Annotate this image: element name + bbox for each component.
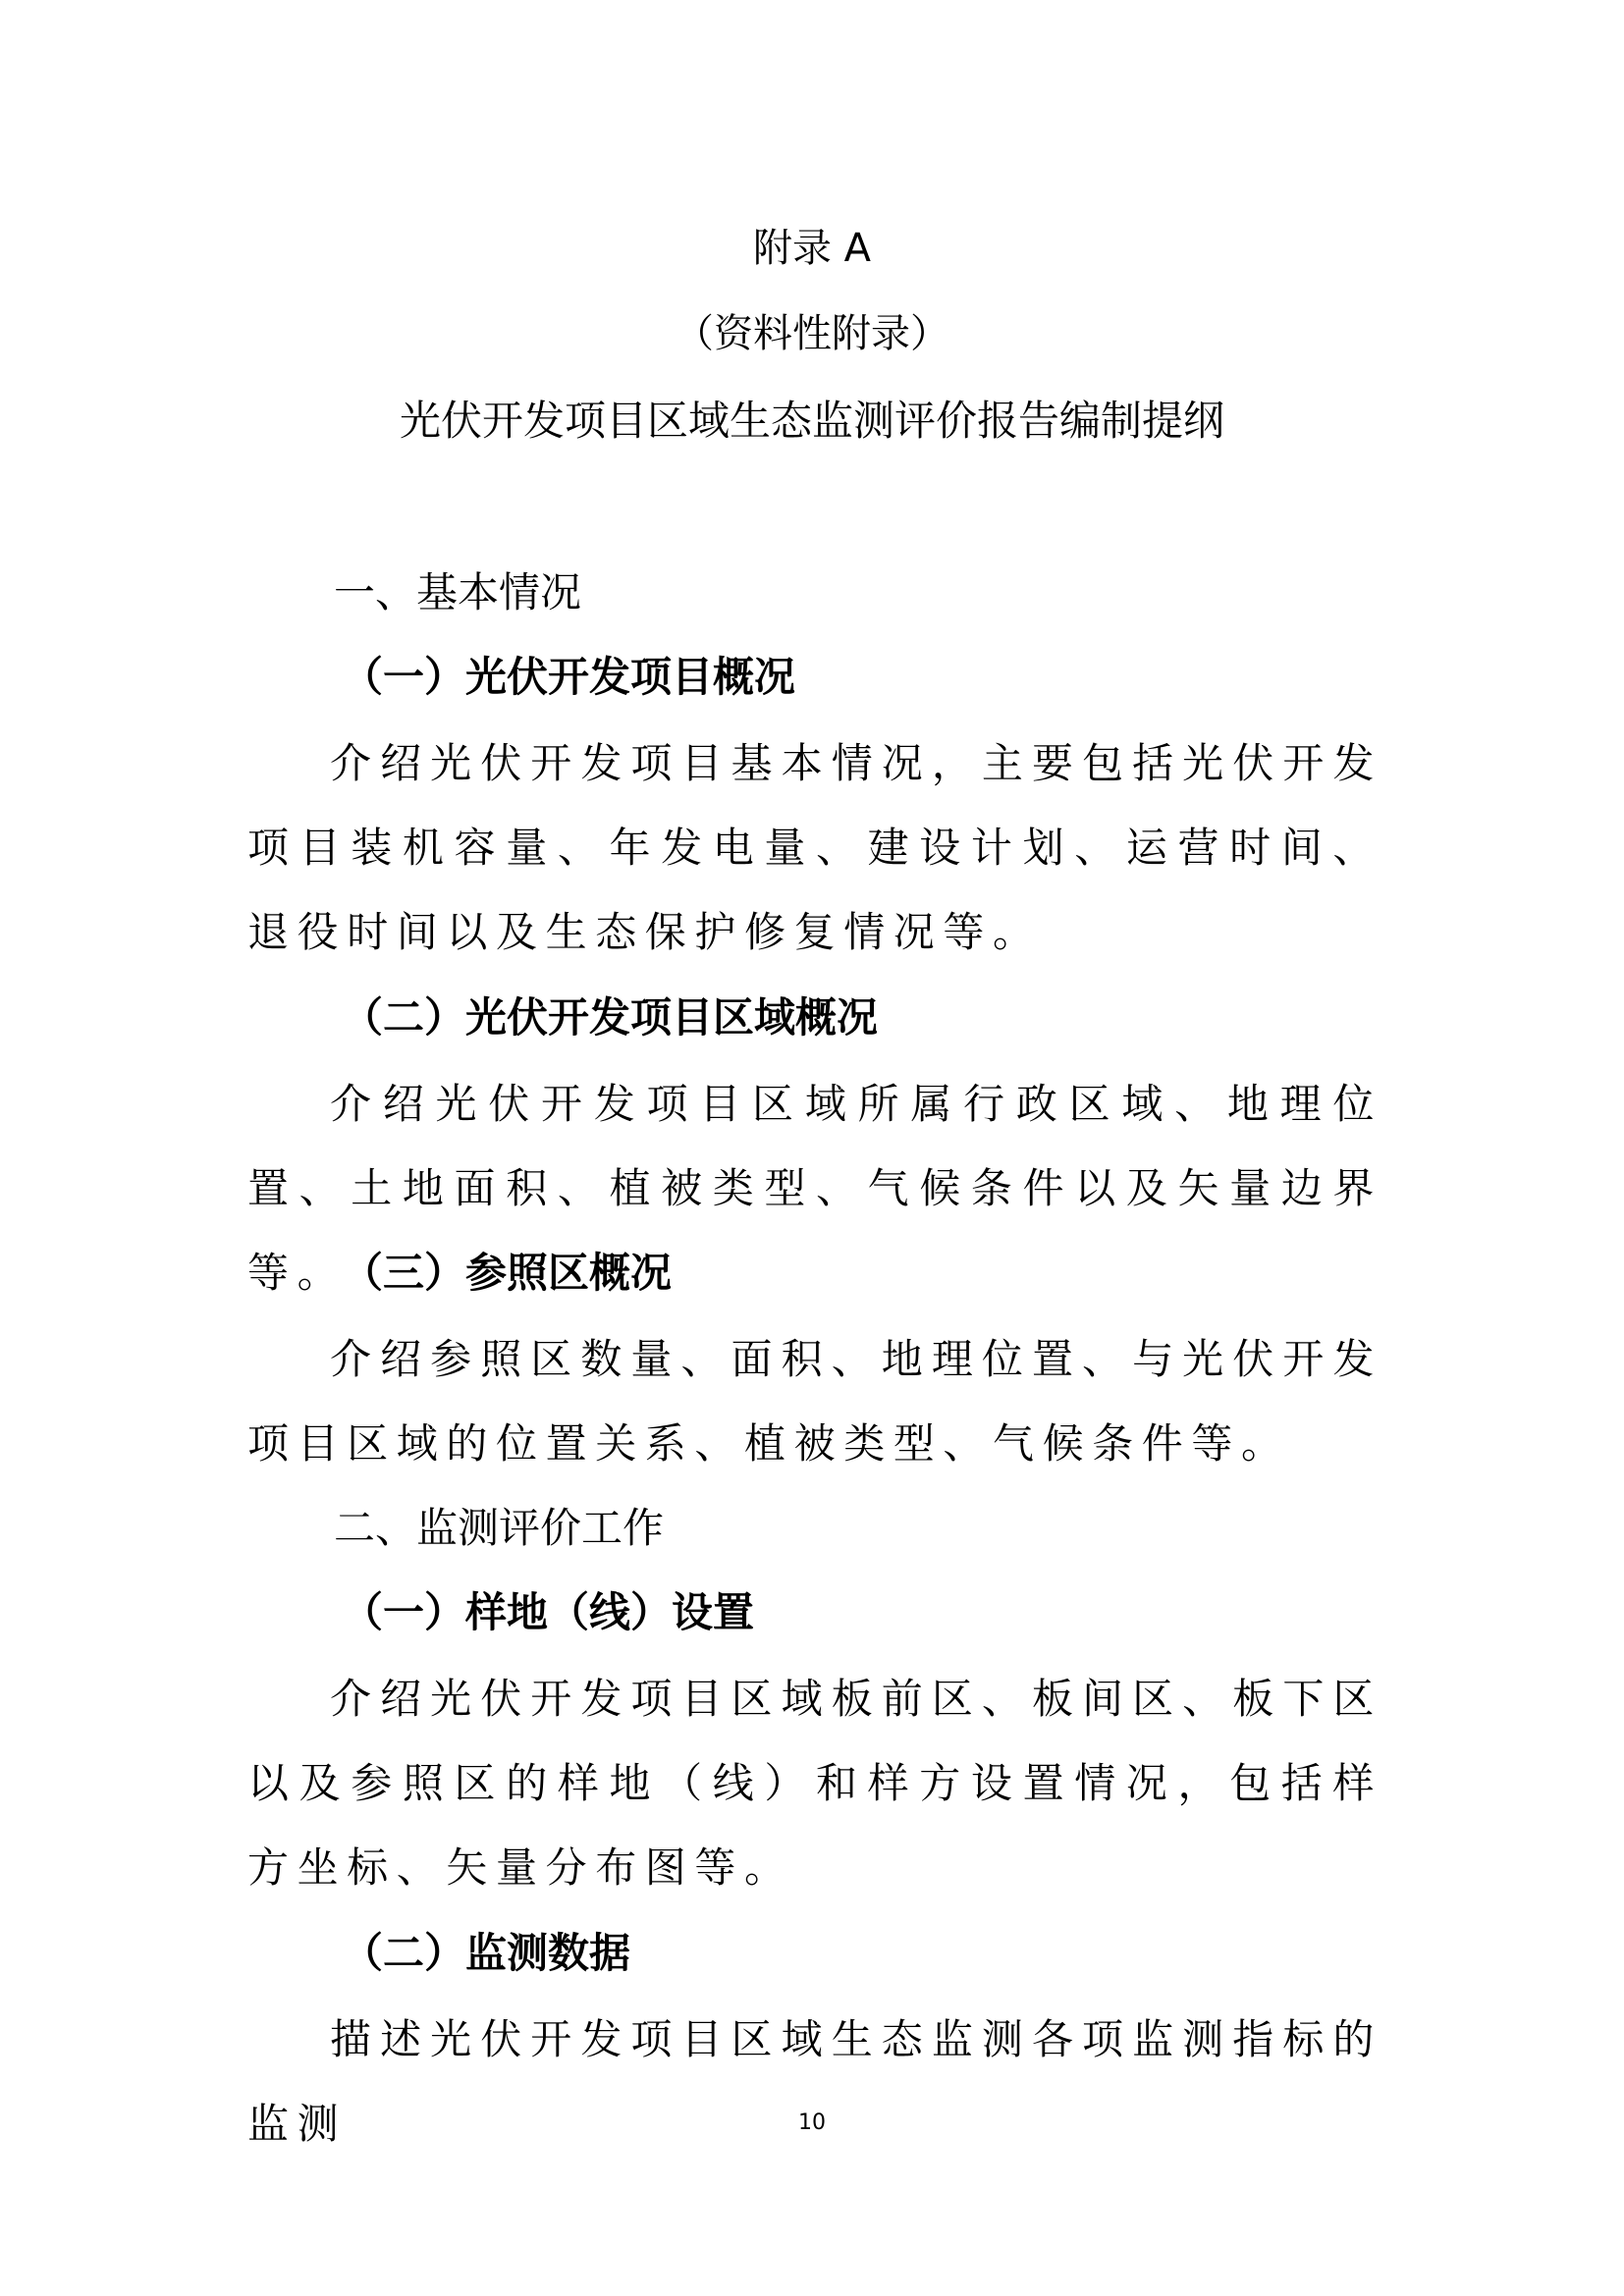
- document-title: 光伏开发项目区域生态监测评价报告编制提纲: [399, 397, 1224, 445]
- paragraph-reference-area: 介绍参照区数量、面积、地理位置、与光伏开发项目区域的位置关系、植被类型、气候条件等。: [247, 1335, 1382, 1468]
- appendix-type: （资料性附录）: [675, 311, 949, 356]
- appendix-label: 附录 A: [752, 226, 872, 271]
- subsection-heading-monitoring-data: （二）监测数据: [342, 1929, 631, 1977]
- section-heading-basic-info: 一、基本情况: [334, 568, 582, 616]
- paragraph-region-overview: 介绍光伏开发项目区域所属行政区域、地理位置、土地面积、植被类型、气候条件以及矢量边界等。: [247, 1080, 1382, 1297]
- page-number: 10: [798, 2110, 826, 2135]
- paragraph-project-overview: 介绍光伏开发项目基本情况，主要包括光伏开发项目装机容量、年发电量、建设计划、运营时间、退役时间以及生态保护修复情况等。: [247, 739, 1382, 956]
- subsection-heading-reference-area: （三）参照区概况: [342, 1249, 673, 1297]
- paragraph-plot-setup: 介绍光伏开发项目区域板前区、板间区、板下区以及参照区的样地（线）和样方设置情况，包括样方坐标、矢量分布图等。: [247, 1675, 1382, 1892]
- subsection-heading-region-overview: （二）光伏开发项目区域概况: [342, 993, 879, 1041]
- paragraph-monitoring-data: 描述光伏开发项目区域生态监测各项监测指标的监测: [247, 2015, 1382, 2148]
- section-heading-monitoring-work: 二、监测评价工作: [334, 1504, 665, 1552]
- subsection-heading-plot-setup: （一）样地（线）设置: [342, 1588, 755, 1636]
- subsection-heading-project-overview: （一）光伏开发项目概况: [342, 653, 796, 701]
